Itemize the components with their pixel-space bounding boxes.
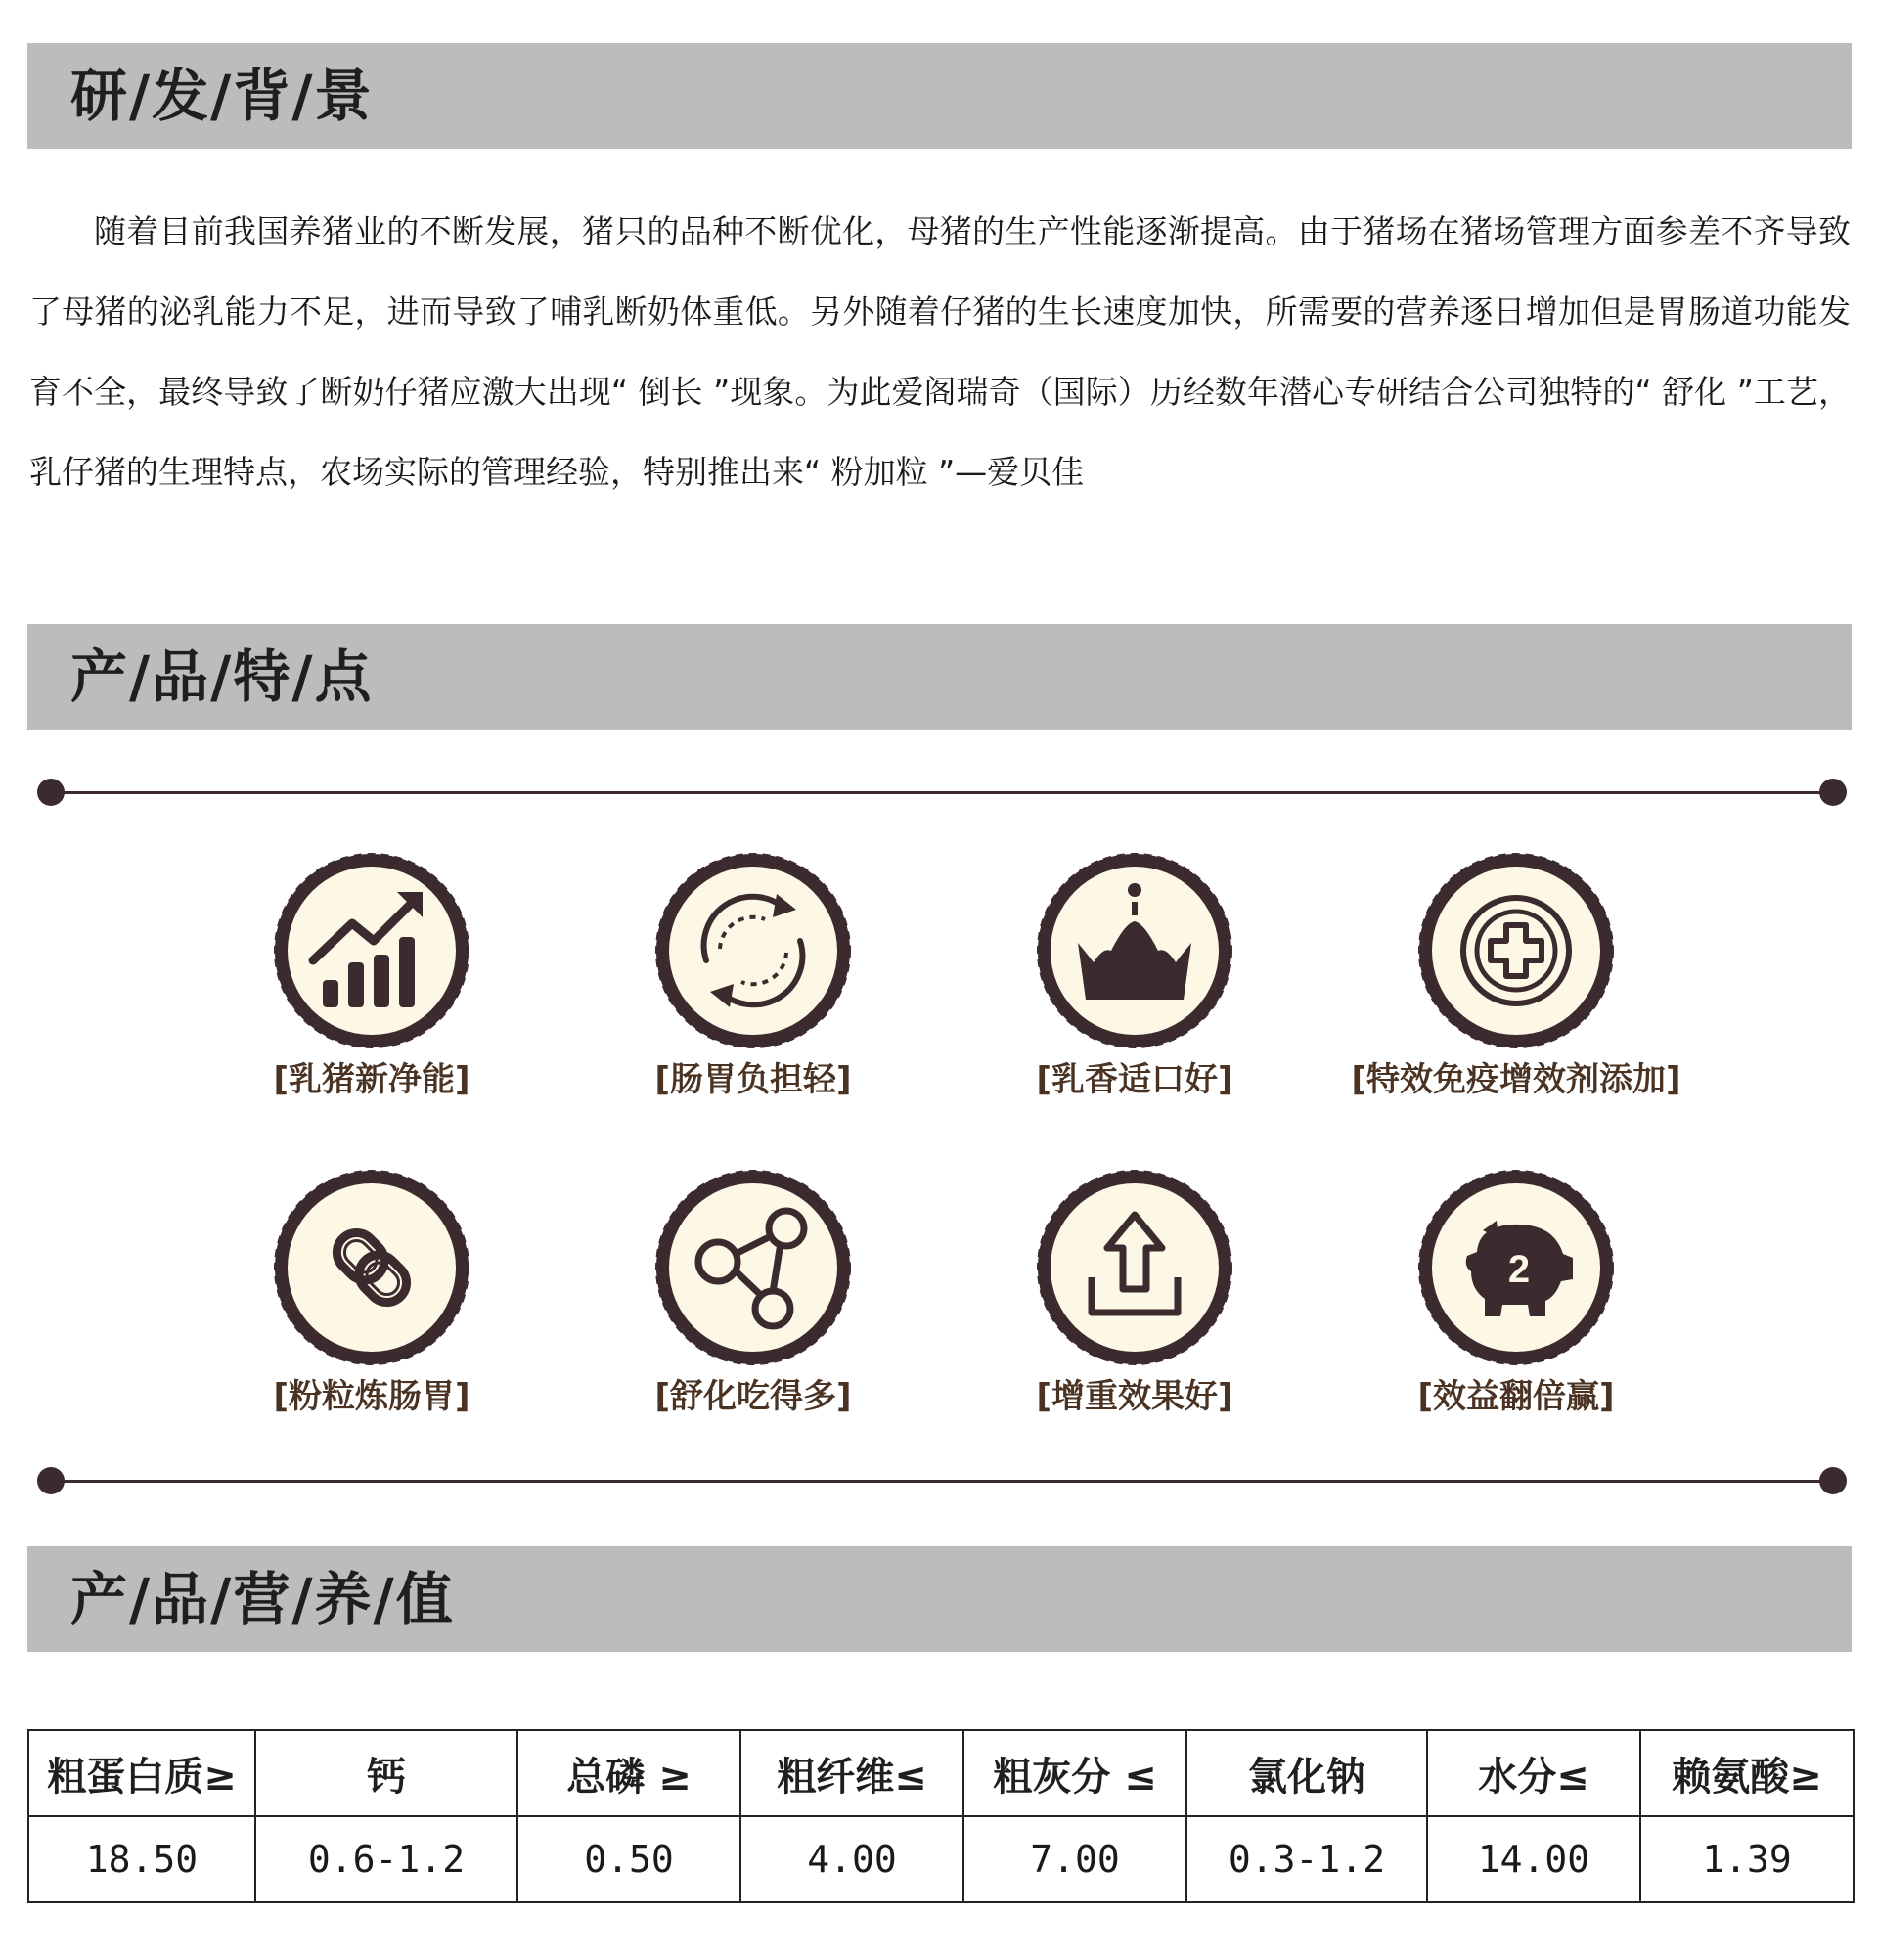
- divider-line: [51, 791, 1833, 794]
- feature-label: [乳香适口好]: [1036, 1060, 1233, 1099]
- table-cell: 7.00: [963, 1816, 1186, 1902]
- table-header-cell: 粗蛋白质≥: [28, 1730, 255, 1816]
- table-row: [28, 1816, 1854, 1902]
- section-title-background: 研/发/背/景: [70, 63, 374, 129]
- table-cell: 4.00: [740, 1816, 963, 1902]
- table-header-cell: 赖氨酸≥: [1640, 1730, 1854, 1816]
- feature-item-pellet-training: [166, 1170, 577, 1434]
- svg-text:2: 2: [1507, 1248, 1531, 1291]
- feature-item-easy-eating: [548, 1170, 959, 1434]
- crown-icon: [1037, 853, 1232, 1048]
- divider-line: [51, 1480, 1833, 1483]
- feature-item-milk-flavor: [929, 853, 1340, 1117]
- background-paragraph: 随着目前我国养猪业的不断发展，猪只的品种不断优化，母猪的生产性能逐渐提高。由于猪场在猪场管理方面参差不齐导致了母猪的泌乳能力不足，进而导致了哺乳断奶体重低。另外随着仔猪的生长速度加快，所需要的营养逐日增加但是胃肠道功能发育不全，最终导致了断奶仔猪应激大出现“ 倒长 ”现象。为此爱阁瑞奇（国际）历经数年潜心专研结合公司独特的“ 舒化 ”工艺，乳仔猪的生理特点，农场实际的管理经验，特别推出来“ 粉加粒 ”—爱贝佳: [29, 212, 1851, 491]
- table-cell: 0.3-1.2: [1186, 1816, 1427, 1902]
- table-header-cell: 钙: [255, 1730, 517, 1816]
- piggy-bank-icon: [1418, 1170, 1614, 1365]
- divider-dot-left: [37, 779, 65, 806]
- feature-item-light-gut: [548, 853, 959, 1117]
- feature-label: [效益翻倍赢]: [1417, 1377, 1615, 1416]
- table-header-row: [28, 1730, 1854, 1816]
- section-title-features: 产/品/特/点: [70, 644, 374, 710]
- table-header-cell: 粗灰分 ≤: [963, 1730, 1186, 1816]
- section-title-nutrition: 产/品/营/养/值: [70, 1566, 455, 1632]
- feature-label: [肠胃负担轻]: [654, 1060, 852, 1099]
- divider-top: [37, 773, 1847, 812]
- chain-link-icon: [274, 1170, 470, 1365]
- divider-dot-left: [37, 1467, 65, 1494]
- table-cell: 0.6-1.2: [255, 1816, 517, 1902]
- table-cell: 0.50: [517, 1816, 740, 1902]
- table-cell: 18.50: [28, 1816, 255, 1902]
- table-cell: 14.00: [1427, 1816, 1640, 1902]
- feature-item-double-profit: [1311, 1170, 1722, 1434]
- feature-label: [粉粒炼肠胃]: [273, 1377, 470, 1416]
- medical-cross-icon: [1418, 853, 1614, 1048]
- feature-item-immune-enhancer: [1311, 853, 1722, 1117]
- background-text-block: [29, 192, 1851, 512]
- divider-bottom: [37, 1461, 1847, 1500]
- table-header-cell: 总磷 ≥: [517, 1730, 740, 1816]
- refresh-cycle-icon: [655, 853, 851, 1048]
- table-header-cell: 粗纤维≤: [740, 1730, 963, 1816]
- feature-item-weight-gain: [929, 1170, 1340, 1434]
- table-header-cell: 水分≤: [1427, 1730, 1640, 1816]
- table-cell: 1.39: [1640, 1816, 1854, 1902]
- feature-label: [增重效果好]: [1036, 1377, 1233, 1416]
- feature-item-newnet-energy: [166, 853, 577, 1117]
- section-header-nutrition: [27, 1546, 1852, 1652]
- section-header-background: [27, 43, 1852, 149]
- upload-icon: [1037, 1170, 1232, 1365]
- nutrition-table: [27, 1729, 1855, 1903]
- table-header-cell: 氯化钠: [1186, 1730, 1427, 1816]
- section-header-features: [27, 624, 1852, 730]
- feature-label: [舒化吃得多]: [654, 1377, 852, 1416]
- share-nodes-icon: [655, 1170, 851, 1365]
- feature-label: [特效免疫增效剂添加]: [1351, 1060, 1681, 1099]
- feature-label: [乳猪新净能]: [273, 1060, 470, 1099]
- divider-dot-right: [1819, 779, 1847, 806]
- divider-dot-right: [1819, 1467, 1847, 1494]
- growth-chart-icon: [274, 853, 470, 1048]
